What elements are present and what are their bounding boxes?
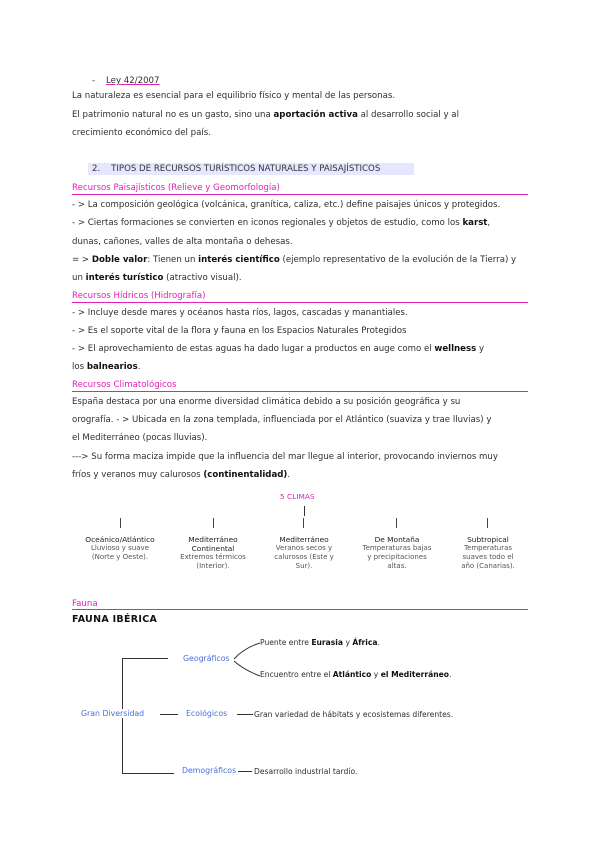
clima-line-3: el Mediterráneo (pocas lluvias).: [72, 433, 208, 443]
geo-point-2: Encuentro entre el Atlántico y el Mediterráneo.: [260, 670, 452, 679]
eco-label: Ecológicos: [186, 709, 228, 718]
clima-heading-rule: [72, 391, 528, 392]
climas-connector: [304, 506, 305, 516]
clima-mediterraneo: Mediterráneo Veranos secos y calurosos (Este y Sur).: [274, 535, 334, 570]
clima-tick-5: [487, 518, 488, 528]
relieve-line-3: dunas, cañones, valles de alta montaña o dehesas.: [72, 237, 293, 247]
hidricos-heading-rule: [72, 302, 528, 303]
demo-label: Demográficos: [182, 766, 237, 775]
law-bullet: [92, 75, 159, 87]
active-contribution: aportación activa: [273, 110, 358, 120]
intro-paragraph-1: La naturaleza es esencial para el equilibrio físico y mental de las personas.: [72, 91, 396, 101]
relieve-line-4: = > Doble valor: Tienen un interés científico (ejemplo representativo de la evolución de la Tierra) y: [72, 255, 517, 265]
clima-line-5: fríos y veranos muy calurosos (continentalidad).: [72, 470, 291, 480]
eco-connector: [237, 714, 253, 715]
law-reference: Ley 42/2007: [106, 76, 160, 86]
eco-text: Gran variedad de hábitats y ecosistemas diferentes.: [254, 710, 454, 719]
demo-connector: [238, 771, 252, 772]
fauna-heading-rule: [72, 609, 528, 610]
hidricos-line-3: - > El aprovechamiento de estas aguas ha dado lugar a productos en auge como el wellness y: [72, 344, 485, 354]
hidricos-heading: Recursos Hídricos (Hidrografía): [72, 291, 206, 301]
clima-subtropical: Subtropical Temperaturas suaves todo el año (Canarias).: [461, 535, 515, 570]
bullet-dash: -: [92, 76, 107, 86]
clima-tick-3: [303, 518, 304, 528]
clima-line-2: orografía. - > Ubicada en la zona templada, influenciada por el Atlántico (suaviza y trae lluvias) y: [72, 415, 492, 425]
relieve-line-1: - > La composición geológica (volcánica, granítica, caliza, etc.) define paisajes únicos y protegidos.: [72, 200, 501, 210]
root-to-eco-line: [160, 714, 178, 715]
geo-point-1: Puente entre Eurasia y África.: [260, 638, 380, 647]
tree-branch-bottom: [122, 773, 174, 774]
clima-tick-2: [213, 518, 214, 528]
clima-line-4: ---> Su forma maciza impide que la influencia del mar llegue al interior, provocando inviernos muy: [72, 452, 498, 462]
fauna-subheading: FAUNA IBÉRICA: [72, 614, 158, 625]
fauna-heading: Fauna: [72, 599, 98, 609]
relieve-heading: Recursos Paisajísticos (Relieve y Geomorfología): [72, 183, 280, 193]
fauna-root: Gran Diversidad: [78, 709, 147, 718]
clima-line-1: España destaca por una enorme diversidad climática debido a su posición geográfica y su: [72, 397, 461, 407]
climas-label: 5 CLIMAS: [280, 492, 315, 501]
hidricos-line-2: - > Es el soporte vital de la flora y fauna en los Espacios Naturales Protegidos: [72, 326, 407, 336]
clima-montana: De Montaña Temperaturas bajas y precipitaciones altas.: [362, 535, 432, 570]
clima-mediterraneo-continental: Mediterráneo Continental Extremos térmicos (Interior).: [180, 535, 246, 570]
hidricos-line-4: los balnearios.: [72, 362, 141, 372]
section-title: 2. TIPOS DE RECURSOS TURÍSTICOS NATURALES Y PAISAJÍSTICOS: [92, 164, 381, 174]
hidricos-line-1: - > Incluye desde mares y océanos hasta ríos, lagos, cascadas y manantiales.: [72, 308, 408, 318]
clima-heading: Recursos Climatológicos: [72, 380, 177, 390]
clima-oceanico: Oceánico/Atlántico Lluvioso y suave (Norte y Oeste).: [85, 535, 155, 561]
clima-tick-1: [120, 518, 121, 528]
intro-paragraph-2: El patrimonio natural no es un gasto, sino una aportación activa al desarrollo social y al: [72, 110, 459, 120]
relieve-heading-rule: [72, 194, 528, 195]
clima-tick-4: [396, 518, 397, 528]
tree-branch-top: [122, 658, 168, 659]
geo-brackets: [232, 640, 262, 680]
intro-paragraph-3: crecimiento económico del país.: [72, 128, 211, 138]
relieve-line-5: un interés turístico (atractivo visual).: [72, 273, 242, 283]
relieve-line-2: - > Ciertas formaciones se convierten en iconos regionales y objetos de estudio, como los karst,: [72, 218, 491, 228]
geo-label: Geográficos: [183, 654, 230, 663]
demo-text: Desarrollo industrial tardío.: [254, 767, 358, 776]
